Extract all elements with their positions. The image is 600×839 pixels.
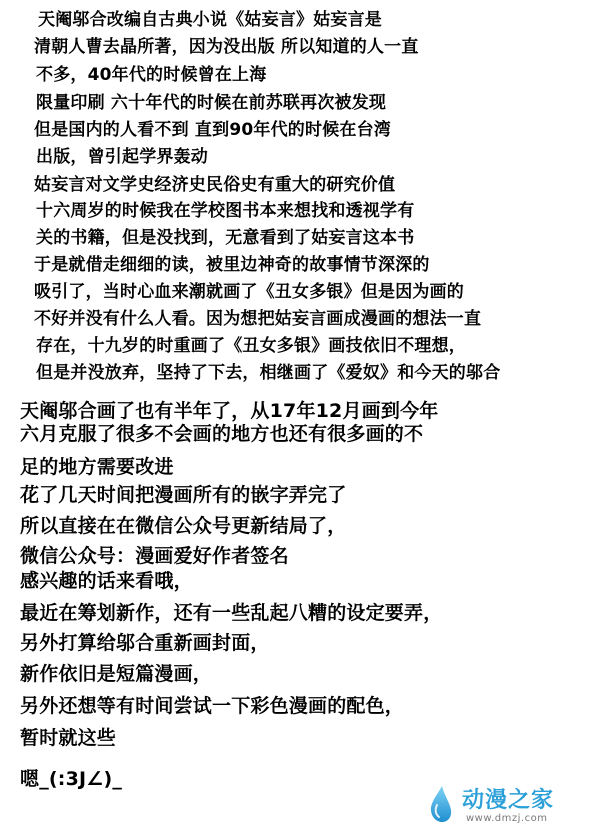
note-line: 六月克服了很多不会画的地方也还有很多画的不 [20,423,424,445]
intro-line: 吸引了，当时心血来潮就画了《丑女多银》但是因为画的 [34,282,464,302]
intro-line: 于是就借走细细的读，被里边神奇的故事情节深深的 [34,255,430,275]
intro-line: 但是并没放弃，坚持了下去，相继画了《爱奴》和今天的邬合 [36,363,501,383]
intro-line: 天阉邬合改编自古典小说《姑妄言》姑妄言是 [38,10,382,30]
note-line: 足的地方需要改进 [20,456,174,478]
emoticon-line: 嗯_(:3J∠)_ [20,768,123,790]
intro-line: 清朝人曹去晶所著，因为没出版 所以知道的人一直 [34,37,419,57]
note-line: 天阉邬合画了也有半年了，从17年12月画到今年 [20,400,439,422]
note-line: 暂时就这些 [20,727,117,749]
intro-line: 不多，40年代的时候曾在上海 [36,65,267,85]
water-drop-logo-icon [428,785,454,823]
note-line: 最近在筹划新作，还有一些乱起八糟的设定要弄， [20,602,443,624]
note-line: 花了几天时间把漫画所有的嵌字弄完了 [20,484,347,506]
intro-line: 但是国内的人看不到 直到90年代的时候在台湾 [34,120,391,140]
site-watermark [428,781,578,829]
intro-line: 出版，曾引起学界轰动 [36,147,208,167]
note-line: 感兴趣的话来看哦， [20,570,193,592]
intro-line: 十六周岁的时候我在学校图书本来想找和透视学有 [36,201,415,221]
intro-line: 关的书籍，但是没找到，无意看到了姑妄言这本书 [36,228,415,248]
intro-line: 限量印刷 六十年代的时候在前苏联再次被发现 [36,93,387,113]
intro-line: 存在，十九岁的时重画了《丑女多银》画技依旧不理想， [36,336,466,356]
note-line: 所以直接在在微信公众号更新结局了， [20,515,347,537]
note-line: 另外还想等有时间尝试一下彩色漫画的配色， [20,695,405,717]
intro-line: 姑妄言对文学史经济史民俗史有重大的研究价值 [34,175,396,195]
watermark-url: www.dmzj.com [466,813,548,824]
note-line: 新作依旧是短篇漫画， [20,663,213,685]
note-line: 微信公众号：漫画爱好作者签名 [20,545,289,567]
watermark-title: 动漫之家 [462,788,555,813]
note-line: 另外打算给邬合重新画封面， [20,632,270,654]
intro-line: 不好并没有什么人看。因为想把姑妄言画成漫画的想法一直 [34,309,482,329]
